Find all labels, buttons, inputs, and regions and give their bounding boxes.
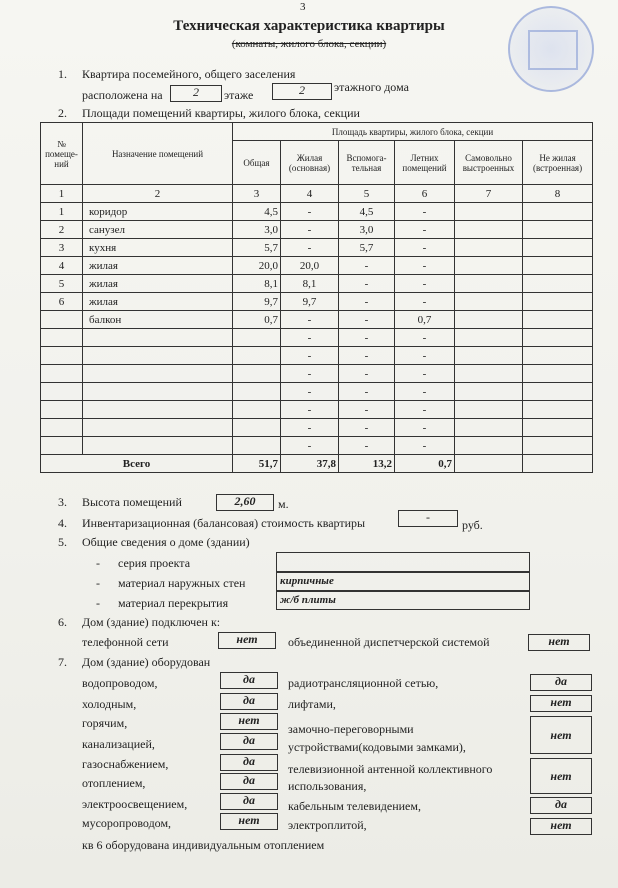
table-row [41,437,593,455]
row-living: - [281,239,339,257]
row-living: - [281,383,339,401]
total-self [455,455,523,473]
table-row [41,383,593,401]
total-label: Всего [41,455,233,473]
row-self [455,221,523,239]
table-row [41,275,593,293]
document-subtitle: (комнаты, жилого блока, секции) [231,38,387,50]
s7-tv-label1: телевизионной антенной коллективного [288,762,493,776]
s7-tv-label2: использования, [288,779,367,793]
row-aux: 4,5 [339,203,395,221]
row-summer: - [395,365,455,383]
row-nonliving [523,419,593,437]
row-total: 8,1 [233,275,281,293]
table-row [41,365,593,383]
document-title: Техническая характеристика квартиры [173,18,445,34]
row-total [233,437,281,455]
row-total: 9,7 [233,293,281,311]
total-living: 37,8 [281,455,339,473]
table-row [41,311,593,329]
row-total [233,383,281,401]
row-name: жилая [83,275,233,293]
colnum: 2 [83,185,233,203]
s5-floors-label: материал перекрытия [118,596,229,610]
areas-table [40,122,593,473]
row-living: - [281,437,339,455]
s7-intercom-box: нет [530,716,592,754]
s7-garbage-label: мусоропроводом, [82,816,172,830]
total-total: 51,7 [233,455,281,473]
row-nonliving [523,221,593,239]
row-num [41,311,83,329]
s7-heat-label: отоплением, [82,776,146,790]
table-row [41,401,593,419]
row-nonliving [523,383,593,401]
s6-phone-label: телефонной сети [82,635,169,649]
s7-hot-label: горячим, [82,716,128,730]
row-self [455,329,523,347]
header-summer: Летних помещений [395,141,455,185]
dispatch-box: нет [528,634,590,651]
s3-unit: м. [278,497,289,511]
colnum: 1 [41,185,83,203]
row-num [41,419,83,437]
row-nonliving [523,401,593,419]
row-nonliving [523,293,593,311]
row-total: 4,5 [233,203,281,221]
column-numbers-row [41,185,593,203]
s6-num: 6. [58,615,67,629]
row-nonliving [523,347,593,365]
row-living: 20,0 [281,257,339,275]
header-living: Жилая (основная) [281,141,339,185]
row-name: санузел [83,221,233,239]
row-num: 1 [41,203,83,221]
s6-dispatch-label: объединенной диспетчерской системой [288,635,490,649]
row-name: жилая [83,293,233,311]
s7-gas-label: газоснабжением, [82,757,169,771]
row-living: - [281,311,339,329]
row-aux: - [339,419,395,437]
row-num: 4 [41,257,83,275]
row-living: - [281,419,339,437]
row-nonliving [523,203,593,221]
row-num [41,401,83,419]
row-summer: - [395,203,455,221]
s5-divider [276,571,530,573]
row-aux: 5,7 [339,239,395,257]
row-self [455,347,523,365]
table-row [41,257,593,275]
s7-hot-box: нет [220,713,278,730]
row-total [233,419,281,437]
table-row [41,329,593,347]
row-total: 20,0 [233,257,281,275]
s7-light-box: да [220,793,278,810]
row-self [455,239,523,257]
table-row [41,239,593,257]
s1-line1: Квартира посемейного, общего заселения [82,67,296,81]
row-name [83,329,233,347]
header-aux: Вспомога-тельная [339,141,395,185]
row-aux: 3,0 [339,221,395,239]
s7-radio-label: радиотрансляционной сетью, [288,676,439,690]
s7-cold-box: да [220,693,278,710]
header-area: Площадь квартиры, жилого блока, секции [233,123,593,141]
row-nonliving [523,239,593,257]
colnum: 6 [395,185,455,203]
row-self [455,383,523,401]
s5-walls-label: материал наружных стен [118,576,246,590]
row-summer: - [395,383,455,401]
row-summer: - [395,437,455,455]
s5-floors-value: ж/б плиты [280,594,336,606]
s1-line2a: расположена на [82,88,163,102]
row-self [455,419,523,437]
colnum: 8 [523,185,593,203]
row-living: - [281,329,339,347]
s1-num: 1. [58,67,67,81]
row-total: 0,7 [233,311,281,329]
s7-radio-box: да [530,674,592,691]
row-name [83,401,233,419]
row-nonliving [523,275,593,293]
row-summer: - [395,275,455,293]
s7-water-label: водопроводом, [82,676,158,690]
s7-gas-box: да [220,754,278,771]
row-summer: - [395,221,455,239]
header-num: № помеще-ний [41,123,83,185]
row-summer: - [395,239,455,257]
row-self [455,401,523,419]
row-total [233,365,281,383]
row-aux: - [339,401,395,419]
s7-lift-box: нет [530,695,592,712]
colnum: 3 [233,185,281,203]
row-total [233,401,281,419]
s7-label: Дом (здание) оборудован [82,655,211,669]
s5-label: Общие сведения о доме (здании) [82,535,250,549]
s5-divider [276,590,530,592]
row-total [233,329,281,347]
row-nonliving [523,437,593,455]
row-summer: - [395,257,455,275]
row-self [455,275,523,293]
row-nonliving [523,329,593,347]
s3-num: 3. [58,495,67,509]
s7-lift-label: лифтами, [288,697,336,711]
s6-label: Дом (здание) подключен к: [82,615,221,629]
s5-dash: - [96,596,100,610]
s7-water-box: да [220,672,278,689]
s7-cable-box: да [530,797,592,814]
total-summer: 0,7 [395,455,455,473]
row-aux: - [339,383,395,401]
header-purpose: Назначение помещений [83,123,233,185]
row-total: 5,7 [233,239,281,257]
s7-cold-label: холодным, [82,697,137,711]
colnum: 7 [455,185,523,203]
table-row [41,203,593,221]
s7-light-label: электроосвещением, [82,797,188,811]
s7-garbage-box: нет [220,813,278,830]
row-name [83,437,233,455]
header-self: Самовольно выстроенных [455,141,523,185]
s7-stove-box: нет [530,818,592,835]
row-summer: - [395,329,455,347]
row-aux: - [339,365,395,383]
colnum: 4 [281,185,339,203]
row-living: - [281,221,339,239]
row-self [455,437,523,455]
row-aux: - [339,311,395,329]
row-num [41,437,83,455]
row-self [455,365,523,383]
s2-label: Площади помещений квартиры, жилого блока, секции [82,106,360,120]
row-nonliving [523,365,593,383]
s7-sewer-label: канализацией, [82,737,155,751]
row-num: 2 [41,221,83,239]
row-aux: - [339,293,395,311]
row-name: балкон [83,311,233,329]
s1-line2c: этажного дома [334,80,409,94]
row-living: - [281,365,339,383]
s5-walls-value: кирпичные [280,575,334,587]
row-living: - [281,347,339,365]
row-num: 5 [41,275,83,293]
row-num: 3 [41,239,83,257]
s3-label: Высота помещений [82,495,182,509]
cost-box: - [398,510,458,527]
row-self [455,257,523,275]
row-total [233,347,281,365]
row-living: 8,1 [281,275,339,293]
row-name [83,419,233,437]
height-box: 2,60 [216,494,274,511]
row-aux: - [339,257,395,275]
row-name [83,347,233,365]
row-name [83,365,233,383]
s4-label: Инвентаризационная (балансовая) стоимость квартиры [82,516,366,530]
row-living: 9,7 [281,293,339,311]
row-aux: - [339,437,395,455]
s5-num: 5. [58,535,67,549]
table-row [41,221,593,239]
row-name: жилая [83,257,233,275]
s7-heat-box: да [220,773,278,790]
total-nonliving [523,455,593,473]
s7-note: кв 6 оборудована индивидуальным отоплением [82,838,325,852]
row-aux: - [339,347,395,365]
row-living: - [281,401,339,419]
row-num: 6 [41,293,83,311]
row-self [455,293,523,311]
s7-tv-box: нет [530,758,592,794]
header-total: Общая [233,141,281,185]
s5-dash: - [96,556,100,570]
row-self [455,311,523,329]
row-total: 3,0 [233,221,281,239]
row-num [41,365,83,383]
s5-series-label: серия проекта [118,556,191,570]
total-aux: 13,2 [339,455,395,473]
row-aux: - [339,275,395,293]
table-row [41,293,593,311]
table-row [41,347,593,365]
s7-intercom-label1: замочно-переговорными [288,722,414,736]
s7-cable-label: кабельным телевидением, [288,799,421,813]
s7-stove-label: электроплитой, [288,818,367,832]
row-num [41,383,83,401]
total-row [41,455,593,473]
floors-total-box: 2 [272,83,332,100]
s7-intercom-label2: устройствами(кодовыми замками), [288,740,466,754]
row-living: - [281,203,339,221]
row-self [455,203,523,221]
row-summer: - [395,419,455,437]
row-name: коридор [83,203,233,221]
s1-line2b: этаже [224,88,254,102]
row-name: кухня [83,239,233,257]
row-nonliving [523,257,593,275]
row-aux: - [339,329,395,347]
table-row [41,419,593,437]
s5-dash: - [96,576,100,590]
phone-box: нет [218,632,276,649]
row-summer: - [395,293,455,311]
header-nonliving: Не жилая (встроенная) [523,141,593,185]
s2-num: 2. [58,106,67,120]
s7-sewer-box: да [220,733,278,750]
row-summer: - [395,401,455,419]
row-num [41,329,83,347]
row-summer: - [395,347,455,365]
colnum: 5 [339,185,395,203]
s4-unit: руб. [462,518,483,532]
row-name [83,383,233,401]
row-nonliving [523,311,593,329]
row-summer: 0,7 [395,311,455,329]
floor-box: 2 [170,85,222,102]
row-num [41,347,83,365]
s7-num: 7. [58,655,67,669]
s4-num: 4. [58,516,67,530]
page-number: 3 [300,1,306,13]
